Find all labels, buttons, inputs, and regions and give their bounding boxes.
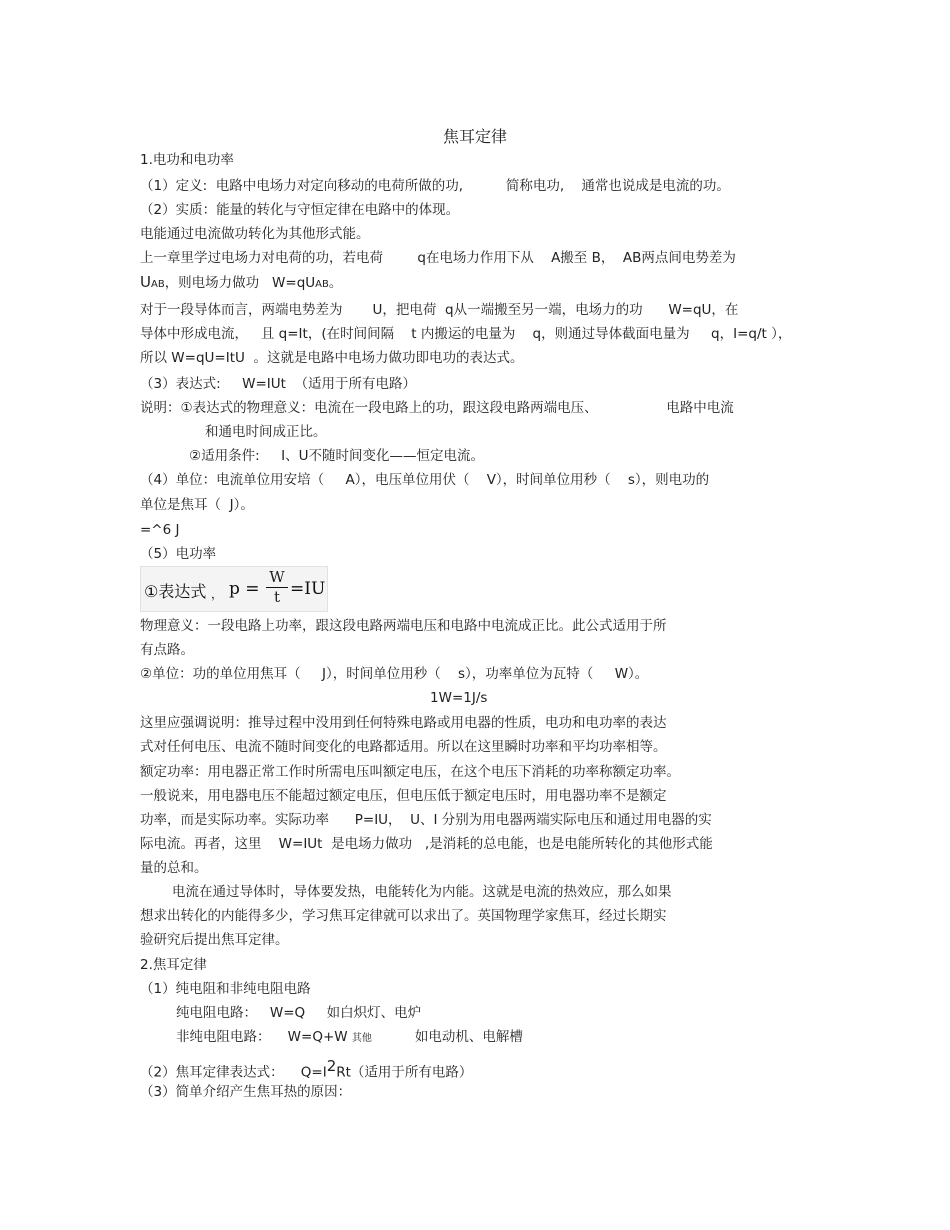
fraction-denominator: t bbox=[273, 588, 281, 606]
subscript: 其他 bbox=[351, 1033, 372, 1044]
text-line: 际电流。再者，这里 W=IUt 是电场力做功 ,是消耗的总电能，也是电能所转化的其他形式能 bbox=[140, 836, 713, 852]
page-title: 焦耳定律 bbox=[442, 127, 507, 146]
text-fragment: 非纯电阻电路： W=Q+W bbox=[176, 1029, 348, 1045]
note-line: 和通电时间成正比。 bbox=[205, 424, 327, 440]
text-line: 功率，而是实际功率。实际功率 P=IU， U、I 分别为用电器两端实际电压和通过用电器的实 bbox=[140, 812, 712, 828]
joule-law-line bbox=[140, 1058, 472, 1082]
text-line: 量的总和。 bbox=[140, 860, 208, 876]
watt-definition: 1W=1J/s bbox=[430, 690, 488, 706]
text-line: 式对任何电压、电流不随时间变化的电路都适用。所以在这里瞬时功率和平均功率相等。 bbox=[140, 739, 667, 755]
subscript: AB bbox=[150, 279, 165, 290]
section-1-heading: 1.电功和电功率 bbox=[140, 152, 234, 168]
power-heading: （5）电功率 bbox=[140, 546, 217, 562]
text-fragment: 如电动机、电解槽 bbox=[414, 1029, 523, 1045]
section-2-heading: 2.焦耳定律 bbox=[140, 957, 207, 973]
text-fragment: （2）焦耳定律表达式： Q=I bbox=[140, 1064, 327, 1081]
power-unit-line: ②单位：功的单位用焦耳（ J），时间单位用秒（ s），功率单位为瓦特（ W）。 bbox=[140, 666, 649, 682]
text-line: 验研究后提出焦耳定律。 bbox=[140, 932, 289, 948]
cause-line: （3）简单介绍产生焦耳热的原因： bbox=[140, 1084, 352, 1100]
non-pure-resistance-line bbox=[176, 1029, 523, 1047]
text-line: 电流在通过导体时，导体要发热，电能转化为内能。这就是电流的热效应，那么如果 bbox=[172, 884, 672, 900]
superscript: 2 bbox=[326, 1057, 337, 1075]
unit-line: （4）单位：电流单位用安培（ A），电压单位用伏（ V），时间单位用秒（ s），则电功的 bbox=[140, 472, 710, 488]
text-line: 导体中形成电流， 且 q=It，(在时间间隔 t 内搬运的电量为 q，则通过导体截面电量为 q，I=q/t ）， bbox=[140, 326, 792, 342]
text-line: 想求出转化的内能得多少，学习焦耳定律就可以求出了。英国物理学家焦耳，经过长期实 bbox=[140, 908, 667, 924]
text-fragment: Rt（适用于所有电路） bbox=[336, 1064, 473, 1081]
formula-fraction bbox=[266, 569, 288, 606]
text-line: 对于一段导体而言，两端电势差为 U，把电荷 q从一端搬至另一端，电场力的功 W=qU，在 bbox=[140, 302, 739, 318]
text-fragment: 。 bbox=[328, 275, 343, 291]
text-line: 所以 W=qU=ItU 。这就是电路中电场力做功即电功的表达式。 bbox=[140, 350, 524, 366]
formula-rhs: =IU bbox=[290, 579, 326, 599]
text-line: 有点路。 bbox=[140, 642, 194, 658]
text-line: 额定功率：用电器正常工作时所需电压叫额定电压，在这个电压下消耗的功率称额定功率。 bbox=[140, 764, 680, 780]
work-formula-line bbox=[140, 274, 342, 293]
fraction-numerator: W bbox=[269, 568, 285, 586]
text-line: 这里应强调说明：推导过程中没用到任何特殊电路或用电器的性质，电功和电功率的表达 bbox=[140, 715, 667, 731]
definition-line: （1）定义: 电路中电场力对定向移动的电荷所做的功, 简称电功, 通常也说成是电流的功。 bbox=[140, 178, 730, 194]
text-line: 电能通过电流做功转化为其他形式能。 bbox=[140, 226, 370, 242]
text-line: 上一章里学过电场力对电荷的功，若电荷 q在电场力作用下从 A搬至 B， AB两点间电势差为 bbox=[140, 250, 736, 266]
power-formula-image bbox=[140, 566, 328, 612]
expression-line: （3）表达式: W=IUt （适用于所有电路） bbox=[140, 376, 416, 392]
text-fragment: U bbox=[140, 273, 151, 291]
essence-line: （2）实质：能量的转化与守恒定律在电路中的体现。 bbox=[140, 202, 460, 218]
subscript: AB bbox=[315, 279, 329, 290]
unit-line: 单位是焦耳（ J）。 bbox=[140, 497, 254, 513]
formula-label: ①表达式 bbox=[144, 582, 207, 601]
note-line: 说明：①表达式的物理意义：电流在一段电路上的功，跟这段电路两端电压、 电路中电流 bbox=[140, 400, 734, 416]
condition-line: ②适用条件: I、U不随时间变化——恒定电流。 bbox=[189, 448, 484, 464]
formula-lhs: p = bbox=[229, 579, 260, 599]
text-line: 物理意义：一段电路上功率，跟这段电路两端电压和电路中电流成正比。此公式适用于所 bbox=[140, 618, 667, 634]
text-line: 一般说来，用电器电压不能超过额定电压，但电压低于额定电压时，用电器功率不是额定 bbox=[140, 788, 667, 804]
pure-resistance-line: 纯电阻电路： W=Q 如白炽灯、电炉 bbox=[176, 1005, 422, 1021]
unit-line: =^6 J bbox=[140, 522, 180, 538]
subsection-line: （1）纯电阻和非纯电阻电路 bbox=[140, 981, 311, 997]
text-fragment: ，则电场力做功 W=qU bbox=[164, 275, 316, 291]
formula-separator: ， bbox=[211, 587, 224, 601]
